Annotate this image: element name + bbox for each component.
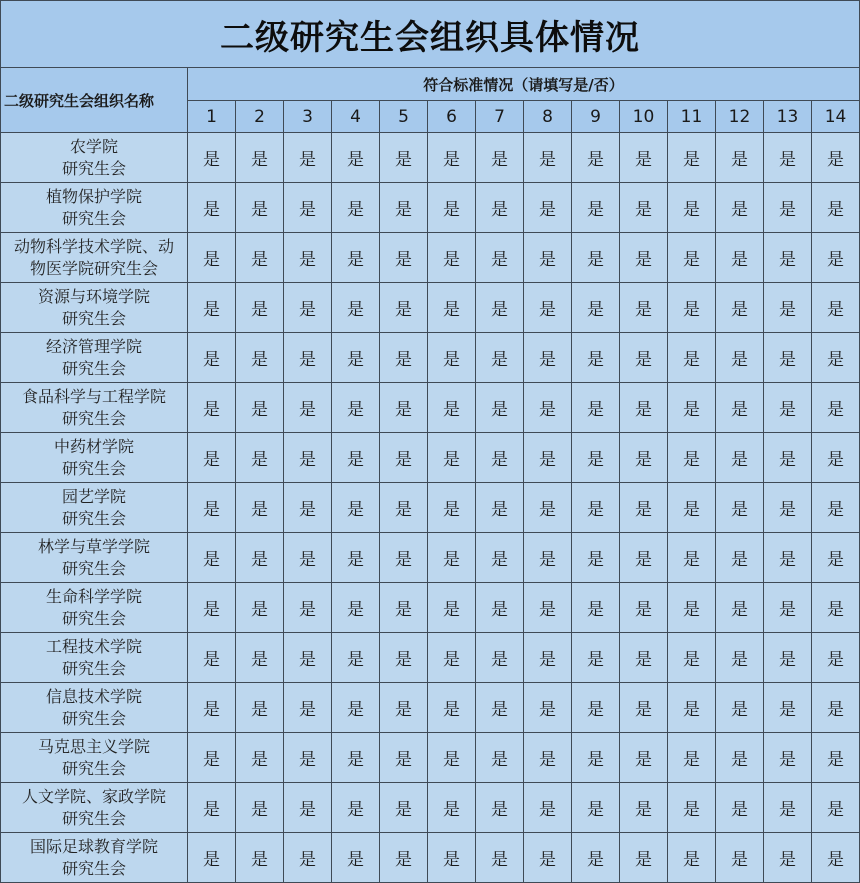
criteria-value-cell[interactable]: 是 bbox=[764, 533, 812, 583]
criteria-value-cell[interactable]: 是 bbox=[236, 683, 284, 733]
criteria-value-cell[interactable]: 是 bbox=[236, 133, 284, 183]
organization-name-cell[interactable] bbox=[1, 133, 188, 183]
criteria-value-cell[interactable]: 是 bbox=[380, 183, 428, 233]
title-row bbox=[1, 1, 860, 68]
organization-name-line: 马克思主义学院 bbox=[37, 736, 150, 756]
criteria-value-cell[interactable]: 是 bbox=[716, 533, 764, 583]
organization-name-line: 林学与草学学院 bbox=[37, 536, 150, 556]
criteria-value-cell[interactable]: 是 bbox=[716, 283, 764, 333]
table-row bbox=[1, 683, 860, 733]
criteria-value-cell[interactable]: 是 bbox=[812, 733, 860, 783]
criteria-value-cell[interactable]: 是 bbox=[236, 733, 284, 783]
criteria-value-cell[interactable]: 是 bbox=[572, 483, 620, 533]
criteria-value-cell[interactable]: 是 bbox=[428, 683, 476, 733]
organization-name-cell[interactable] bbox=[1, 783, 188, 833]
criteria-value-cell[interactable]: 是 bbox=[476, 133, 524, 183]
criteria-number-header[interactable]: 7 bbox=[476, 101, 524, 133]
criteria-value-cell[interactable]: 是 bbox=[524, 433, 572, 483]
criteria-value-cell[interactable]: 是 bbox=[188, 833, 236, 883]
organization-name-cell[interactable] bbox=[1, 233, 188, 283]
criteria-value-cell[interactable]: 是 bbox=[524, 833, 572, 883]
criteria-value-cell[interactable]: 是 bbox=[188, 583, 236, 633]
criteria-value-cell[interactable]: 是 bbox=[716, 183, 764, 233]
criteria-value-cell[interactable]: 是 bbox=[284, 433, 332, 483]
criteria-number-header[interactable]: 14 bbox=[812, 101, 860, 133]
table-row bbox=[1, 133, 860, 183]
organization-name-line: 研究生会 bbox=[61, 308, 126, 328]
organization-name-line: 研究生会 bbox=[61, 808, 126, 828]
criteria-value-cell[interactable]: 是 bbox=[668, 483, 716, 533]
criteria-value-cell[interactable]: 是 bbox=[236, 533, 284, 583]
criteria-value-cell[interactable]: 是 bbox=[764, 183, 812, 233]
table-row bbox=[1, 633, 860, 683]
criteria-value-cell[interactable]: 是 bbox=[380, 633, 428, 683]
table-row bbox=[1, 333, 860, 383]
criteria-value-cell[interactable]: 是 bbox=[476, 683, 524, 733]
criteria-value-cell[interactable]: 是 bbox=[188, 783, 236, 833]
criteria-value-cell[interactable]: 是 bbox=[524, 333, 572, 383]
organization-name-line: 国际足球教育学院 bbox=[29, 836, 158, 856]
criteria-value-cell[interactable]: 是 bbox=[812, 133, 860, 183]
organization-name-line: 研究生会 bbox=[61, 158, 126, 178]
criteria-value-cell[interactable]: 是 bbox=[476, 783, 524, 833]
criteria-number-header[interactable]: 10 bbox=[620, 101, 668, 133]
criteria-value-cell[interactable]: 是 bbox=[332, 333, 380, 383]
criteria-value-cell[interactable]: 是 bbox=[476, 533, 524, 583]
criteria-value-cell[interactable]: 是 bbox=[620, 433, 668, 483]
criteria-value-cell[interactable]: 是 bbox=[572, 583, 620, 633]
criteria-value-cell[interactable]: 是 bbox=[428, 383, 476, 433]
criteria-value-cell[interactable]: 是 bbox=[524, 733, 572, 783]
criteria-value-cell[interactable]: 是 bbox=[236, 233, 284, 283]
criteria-value-cell[interactable]: 是 bbox=[668, 633, 716, 683]
criteria-value-cell[interactable]: 是 bbox=[716, 683, 764, 733]
criteria-value-cell[interactable]: 是 bbox=[236, 433, 284, 483]
criteria-value-cell[interactable]: 是 bbox=[668, 433, 716, 483]
organization-name-line: 研究生会 bbox=[61, 358, 126, 378]
criteria-value-cell[interactable]: 是 bbox=[284, 383, 332, 433]
organization-name-line: 信息技术学院 bbox=[45, 686, 142, 706]
criteria-value-cell[interactable]: 是 bbox=[668, 183, 716, 233]
criteria-value-cell[interactable]: 是 bbox=[476, 583, 524, 633]
criteria-number-header[interactable]: 8 bbox=[524, 101, 572, 133]
organization-name-line: 资源与环境学院 bbox=[37, 286, 150, 306]
criteria-number-header[interactable]: 2 bbox=[236, 101, 284, 133]
organization-name-line: 研究生会 bbox=[61, 558, 126, 578]
criteria-value-cell[interactable]: 是 bbox=[284, 183, 332, 233]
criteria-value-cell[interactable]: 是 bbox=[716, 333, 764, 383]
organization-name-line: 物医学院研究生会 bbox=[29, 258, 158, 278]
criteria-value-cell[interactable]: 是 bbox=[284, 633, 332, 683]
criteria-number-header[interactable]: 5 bbox=[380, 101, 428, 133]
criteria-value-cell[interactable]: 是 bbox=[668, 533, 716, 583]
criteria-value-cell[interactable]: 是 bbox=[284, 333, 332, 383]
criteria-value-cell[interactable]: 是 bbox=[764, 833, 812, 883]
criteria-value-cell[interactable]: 是 bbox=[572, 833, 620, 883]
criteria-value-cell[interactable]: 是 bbox=[524, 533, 572, 583]
criteria-value-cell[interactable]: 是 bbox=[236, 283, 284, 333]
criteria-value-cell[interactable]: 是 bbox=[620, 683, 668, 733]
criteria-value-cell[interactable]: 是 bbox=[716, 133, 764, 183]
organization-name-cell[interactable] bbox=[1, 283, 188, 333]
criteria-value-cell[interactable]: 是 bbox=[476, 233, 524, 283]
criteria-value-cell[interactable]: 是 bbox=[380, 233, 428, 283]
criteria-value-cell[interactable]: 是 bbox=[476, 183, 524, 233]
criteria-value-cell[interactable]: 是 bbox=[332, 433, 380, 483]
criteria-value-cell[interactable]: 是 bbox=[572, 383, 620, 433]
criteria-value-cell[interactable]: 是 bbox=[428, 183, 476, 233]
criteria-value-cell[interactable]: 是 bbox=[380, 333, 428, 383]
criteria-value-cell[interactable]: 是 bbox=[524, 283, 572, 333]
criteria-number-header[interactable]: 6 bbox=[428, 101, 476, 133]
criteria-value-cell[interactable]: 是 bbox=[380, 483, 428, 533]
organization-name-line: 研究生会 bbox=[61, 408, 126, 428]
criteria-value-cell[interactable]: 是 bbox=[812, 533, 860, 583]
criteria-number-header[interactable]: 3 bbox=[284, 101, 332, 133]
criteria-value-cell[interactable]: 是 bbox=[572, 133, 620, 183]
criteria-value-cell[interactable]: 是 bbox=[380, 733, 428, 783]
table-row bbox=[1, 533, 860, 583]
criteria-value-cell[interactable]: 是 bbox=[428, 833, 476, 883]
criteria-number-header[interactable]: 1 bbox=[188, 101, 236, 133]
criteria-value-cell[interactable]: 是 bbox=[428, 783, 476, 833]
criteria-value-cell[interactable]: 是 bbox=[572, 233, 620, 283]
organization-name-cell[interactable] bbox=[1, 833, 188, 883]
criteria-value-cell[interactable]: 是 bbox=[524, 483, 572, 533]
criteria-value-cell[interactable]: 是 bbox=[332, 283, 380, 333]
organization-name-cell[interactable] bbox=[1, 433, 188, 483]
criteria-value-cell[interactable]: 是 bbox=[572, 783, 620, 833]
organization-name-line: 经济管理学院 bbox=[45, 336, 142, 356]
criteria-value-cell[interactable]: 是 bbox=[812, 183, 860, 233]
criteria-value-cell[interactable]: 是 bbox=[620, 733, 668, 783]
table-row bbox=[1, 283, 860, 333]
organization-name-cell[interactable] bbox=[1, 333, 188, 383]
criteria-value-cell[interactable]: 是 bbox=[524, 783, 572, 833]
criteria-group-header[interactable]: 符合标准情况（请填写是/否） bbox=[188, 68, 860, 101]
organization-name-line: 生命科学学院 bbox=[45, 586, 142, 606]
criteria-value-cell[interactable]: 是 bbox=[572, 733, 620, 783]
criteria-value-cell[interactable]: 是 bbox=[188, 633, 236, 683]
criteria-value-cell[interactable]: 是 bbox=[812, 383, 860, 433]
criteria-value-cell[interactable]: 是 bbox=[236, 333, 284, 383]
criteria-value-cell[interactable]: 是 bbox=[764, 333, 812, 383]
criteria-value-cell[interactable]: 是 bbox=[476, 433, 524, 483]
criteria-value-cell[interactable]: 是 bbox=[620, 283, 668, 333]
criteria-value-cell[interactable]: 是 bbox=[716, 783, 764, 833]
criteria-value-cell[interactable]: 是 bbox=[380, 833, 428, 883]
criteria-value-cell[interactable]: 是 bbox=[620, 383, 668, 433]
criteria-value-cell[interactable]: 是 bbox=[668, 833, 716, 883]
criteria-value-cell[interactable]: 是 bbox=[332, 383, 380, 433]
criteria-value-cell[interactable]: 是 bbox=[188, 133, 236, 183]
criteria-value-cell[interactable]: 是 bbox=[332, 833, 380, 883]
criteria-value-cell[interactable]: 是 bbox=[572, 683, 620, 733]
organization-name-line: 食品科学与工程学院 bbox=[21, 386, 166, 406]
criteria-value-cell[interactable]: 是 bbox=[764, 133, 812, 183]
criteria-value-cell[interactable]: 是 bbox=[380, 283, 428, 333]
criteria-number-header[interactable]: 9 bbox=[572, 101, 620, 133]
criteria-value-cell[interactable]: 是 bbox=[380, 133, 428, 183]
criteria-value-cell[interactable]: 是 bbox=[524, 633, 572, 683]
criteria-value-cell[interactable]: 是 bbox=[764, 783, 812, 833]
criteria-value-cell[interactable]: 是 bbox=[428, 483, 476, 533]
criteria-value-cell[interactable]: 是 bbox=[620, 333, 668, 383]
criteria-value-cell[interactable]: 是 bbox=[284, 783, 332, 833]
organization-name-cell[interactable] bbox=[1, 683, 188, 733]
criteria-value-cell[interactable]: 是 bbox=[380, 383, 428, 433]
criteria-value-cell[interactable]: 是 bbox=[572, 633, 620, 683]
criteria-value-cell[interactable]: 是 bbox=[668, 733, 716, 783]
criteria-value-cell[interactable]: 是 bbox=[188, 283, 236, 333]
criteria-value-cell[interactable]: 是 bbox=[716, 583, 764, 633]
criteria-value-cell[interactable]: 是 bbox=[284, 283, 332, 333]
criteria-value-cell[interactable]: 是 bbox=[188, 483, 236, 533]
criteria-value-cell[interactable]: 是 bbox=[428, 733, 476, 783]
criteria-value-cell[interactable]: 是 bbox=[428, 333, 476, 383]
criteria-value-cell[interactable]: 是 bbox=[284, 133, 332, 183]
criteria-value-cell[interactable]: 是 bbox=[380, 433, 428, 483]
organization-name-line: 植物保护学院 bbox=[45, 186, 142, 206]
criteria-value-cell[interactable]: 是 bbox=[332, 233, 380, 283]
criteria-value-cell[interactable]: 是 bbox=[284, 683, 332, 733]
criteria-value-cell[interactable]: 是 bbox=[764, 633, 812, 683]
criteria-value-cell[interactable]: 是 bbox=[812, 333, 860, 383]
criteria-value-cell[interactable]: 是 bbox=[428, 583, 476, 633]
criteria-value-cell[interactable]: 是 bbox=[236, 383, 284, 433]
criteria-value-cell[interactable]: 是 bbox=[524, 583, 572, 633]
criteria-value-cell[interactable]: 是 bbox=[332, 733, 380, 783]
criteria-value-cell[interactable]: 是 bbox=[716, 633, 764, 683]
organization-name-line: 动物科学技术学院、动 bbox=[13, 236, 174, 256]
organization-name-cell[interactable] bbox=[1, 633, 188, 683]
criteria-value-cell[interactable]: 是 bbox=[716, 233, 764, 283]
criteria-value-cell[interactable]: 是 bbox=[284, 533, 332, 583]
criteria-value-cell[interactable]: 是 bbox=[380, 533, 428, 583]
table-row bbox=[1, 783, 860, 833]
criteria-value-cell[interactable]: 是 bbox=[524, 383, 572, 433]
organization-name-line: 研究生会 bbox=[61, 508, 126, 528]
criteria-value-cell[interactable]: 是 bbox=[332, 633, 380, 683]
criteria-value-cell[interactable]: 是 bbox=[476, 483, 524, 533]
criteria-value-cell[interactable]: 是 bbox=[716, 833, 764, 883]
table-row bbox=[1, 383, 860, 433]
criteria-value-cell[interactable]: 是 bbox=[188, 183, 236, 233]
organization-name-line: 研究生会 bbox=[61, 658, 126, 678]
criteria-value-cell[interactable]: 是 bbox=[716, 483, 764, 533]
criteria-number-header[interactable]: 13 bbox=[764, 101, 812, 133]
criteria-value-cell[interactable]: 是 bbox=[812, 483, 860, 533]
organization-name-cell[interactable] bbox=[1, 583, 188, 633]
criteria-value-cell[interactable]: 是 bbox=[236, 833, 284, 883]
criteria-value-cell[interactable]: 是 bbox=[476, 733, 524, 783]
criteria-value-cell[interactable]: 是 bbox=[476, 633, 524, 683]
criteria-value-cell[interactable]: 是 bbox=[668, 233, 716, 283]
organization-name-line: 研究生会 bbox=[61, 708, 126, 728]
header-row-1 bbox=[1, 68, 860, 101]
organization-name-line: 研究生会 bbox=[61, 208, 126, 228]
criteria-value-cell[interactable]: 是 bbox=[716, 433, 764, 483]
criteria-value-cell[interactable]: 是 bbox=[668, 283, 716, 333]
organization-name-cell[interactable] bbox=[1, 733, 188, 783]
criteria-value-cell[interactable]: 是 bbox=[332, 183, 380, 233]
organization-name-line: 研究生会 bbox=[61, 608, 126, 628]
organization-name-line: 农学院 bbox=[69, 136, 118, 156]
criteria-value-cell[interactable]: 是 bbox=[524, 683, 572, 733]
criteria-value-cell[interactable]: 是 bbox=[572, 433, 620, 483]
criteria-value-cell[interactable]: 是 bbox=[476, 283, 524, 333]
criteria-value-cell[interactable]: 是 bbox=[668, 683, 716, 733]
criteria-value-cell[interactable]: 是 bbox=[524, 233, 572, 283]
criteria-value-cell[interactable]: 是 bbox=[188, 333, 236, 383]
criteria-value-cell[interactable]: 是 bbox=[620, 483, 668, 533]
criteria-value-cell[interactable]: 是 bbox=[524, 183, 572, 233]
name-column-header[interactable]: 二级研究生会组织名称 bbox=[1, 68, 188, 133]
criteria-value-cell[interactable]: 是 bbox=[668, 583, 716, 633]
criteria-value-cell[interactable]: 是 bbox=[188, 383, 236, 433]
table-row bbox=[1, 433, 860, 483]
criteria-number-header[interactable]: 12 bbox=[716, 101, 764, 133]
criteria-value-cell[interactable]: 是 bbox=[620, 783, 668, 833]
table-title[interactable]: 二级研究生会组织具体情况 bbox=[1, 1, 860, 68]
criteria-value-cell[interactable]: 是 bbox=[476, 833, 524, 883]
criteria-value-cell[interactable]: 是 bbox=[188, 683, 236, 733]
criteria-value-cell[interactable]: 是 bbox=[572, 183, 620, 233]
criteria-value-cell[interactable]: 是 bbox=[236, 183, 284, 233]
criteria-value-cell[interactable]: 是 bbox=[668, 333, 716, 383]
criteria-value-cell[interactable]: 是 bbox=[668, 383, 716, 433]
criteria-value-cell[interactable]: 是 bbox=[620, 133, 668, 183]
table-row bbox=[1, 833, 860, 883]
criteria-value-cell[interactable]: 是 bbox=[284, 833, 332, 883]
criteria-value-cell[interactable]: 是 bbox=[332, 783, 380, 833]
criteria-value-cell[interactable]: 是 bbox=[812, 783, 860, 833]
criteria-value-cell[interactable]: 是 bbox=[812, 683, 860, 733]
criteria-value-cell[interactable]: 是 bbox=[572, 333, 620, 383]
organization-name-line: 研究生会 bbox=[61, 758, 126, 778]
table-row bbox=[1, 733, 860, 783]
organization-name-cell[interactable] bbox=[1, 183, 188, 233]
criteria-value-cell[interactable]: 是 bbox=[668, 783, 716, 833]
criteria-value-cell[interactable]: 是 bbox=[620, 533, 668, 583]
organization-name-cell[interactable] bbox=[1, 383, 188, 433]
criteria-value-cell[interactable]: 是 bbox=[284, 733, 332, 783]
table-row bbox=[1, 583, 860, 633]
criteria-value-cell[interactable]: 是 bbox=[524, 133, 572, 183]
organization-name-line: 研究生会 bbox=[61, 458, 126, 478]
criteria-value-cell[interactable]: 是 bbox=[236, 783, 284, 833]
criteria-value-cell[interactable]: 是 bbox=[428, 283, 476, 333]
criteria-value-cell[interactable]: 是 bbox=[764, 583, 812, 633]
criteria-value-cell[interactable]: 是 bbox=[764, 733, 812, 783]
organization-name-line: 研究生会 bbox=[61, 858, 126, 878]
criteria-value-cell[interactable]: 是 bbox=[572, 283, 620, 333]
criteria-value-cell[interactable]: 是 bbox=[332, 533, 380, 583]
criteria-value-cell[interactable]: 是 bbox=[812, 433, 860, 483]
criteria-value-cell[interactable]: 是 bbox=[284, 583, 332, 633]
criteria-value-cell[interactable]: 是 bbox=[764, 283, 812, 333]
criteria-value-cell[interactable]: 是 bbox=[380, 683, 428, 733]
criteria-value-cell[interactable]: 是 bbox=[188, 733, 236, 783]
criteria-value-cell[interactable]: 是 bbox=[428, 633, 476, 683]
criteria-value-cell[interactable]: 是 bbox=[428, 433, 476, 483]
organization-name-line: 中药材学院 bbox=[53, 436, 134, 456]
criteria-number-header[interactable]: 4 bbox=[332, 101, 380, 133]
criteria-value-cell[interactable]: 是 bbox=[812, 283, 860, 333]
criteria-value-cell[interactable]: 是 bbox=[236, 633, 284, 683]
criteria-value-cell[interactable]: 是 bbox=[812, 833, 860, 883]
criteria-value-cell[interactable]: 是 bbox=[332, 133, 380, 183]
criteria-value-cell[interactable]: 是 bbox=[476, 333, 524, 383]
criteria-value-cell[interactable]: 是 bbox=[284, 233, 332, 283]
organization-name-cell[interactable] bbox=[1, 483, 188, 533]
criteria-value-cell[interactable]: 是 bbox=[716, 383, 764, 433]
criteria-value-cell[interactable]: 是 bbox=[188, 233, 236, 283]
criteria-value-cell[interactable]: 是 bbox=[716, 733, 764, 783]
criteria-value-cell[interactable]: 是 bbox=[284, 483, 332, 533]
criteria-value-cell[interactable]: 是 bbox=[620, 583, 668, 633]
criteria-value-cell[interactable]: 是 bbox=[764, 483, 812, 533]
criteria-value-cell[interactable]: 是 bbox=[764, 433, 812, 483]
criteria-value-cell[interactable]: 是 bbox=[812, 233, 860, 283]
criteria-value-cell[interactable]: 是 bbox=[764, 233, 812, 283]
table-row bbox=[1, 483, 860, 533]
criteria-number-header[interactable]: 11 bbox=[668, 101, 716, 133]
organization-name-line: 工程技术学院 bbox=[45, 636, 142, 656]
criteria-value-cell[interactable]: 是 bbox=[572, 533, 620, 583]
criteria-value-cell[interactable]: 是 bbox=[236, 483, 284, 533]
criteria-value-cell[interactable]: 是 bbox=[428, 133, 476, 183]
criteria-value-cell[interactable]: 是 bbox=[812, 633, 860, 683]
criteria-value-cell[interactable]: 是 bbox=[620, 183, 668, 233]
criteria-value-cell[interactable]: 是 bbox=[188, 533, 236, 583]
criteria-value-cell[interactable]: 是 bbox=[332, 683, 380, 733]
criteria-value-cell[interactable]: 是 bbox=[476, 383, 524, 433]
criteria-value-cell[interactable]: 是 bbox=[620, 833, 668, 883]
criteria-value-cell[interactable]: 是 bbox=[428, 533, 476, 583]
criteria-value-cell[interactable]: 是 bbox=[764, 383, 812, 433]
criteria-value-cell[interactable]: 是 bbox=[812, 583, 860, 633]
criteria-value-cell[interactable]: 是 bbox=[380, 783, 428, 833]
criteria-value-cell[interactable]: 是 bbox=[620, 633, 668, 683]
criteria-value-cell[interactable]: 是 bbox=[764, 683, 812, 733]
criteria-value-cell[interactable]: 是 bbox=[236, 583, 284, 633]
criteria-value-cell[interactable]: 是 bbox=[380, 583, 428, 633]
criteria-value-cell[interactable]: 是 bbox=[188, 433, 236, 483]
criteria-value-cell[interactable]: 是 bbox=[332, 583, 380, 633]
organization-name-line: 园艺学院 bbox=[61, 486, 126, 506]
criteria-value-cell[interactable]: 是 bbox=[668, 133, 716, 183]
organization-name-line: 人文学院、家政学院 bbox=[21, 786, 166, 806]
table-row bbox=[1, 233, 860, 283]
table-row bbox=[1, 183, 860, 233]
criteria-value-cell[interactable]: 是 bbox=[620, 233, 668, 283]
criteria-value-cell[interactable]: 是 bbox=[428, 233, 476, 283]
criteria-value-cell[interactable]: 是 bbox=[332, 483, 380, 533]
organization-name-cell[interactable] bbox=[1, 533, 188, 583]
